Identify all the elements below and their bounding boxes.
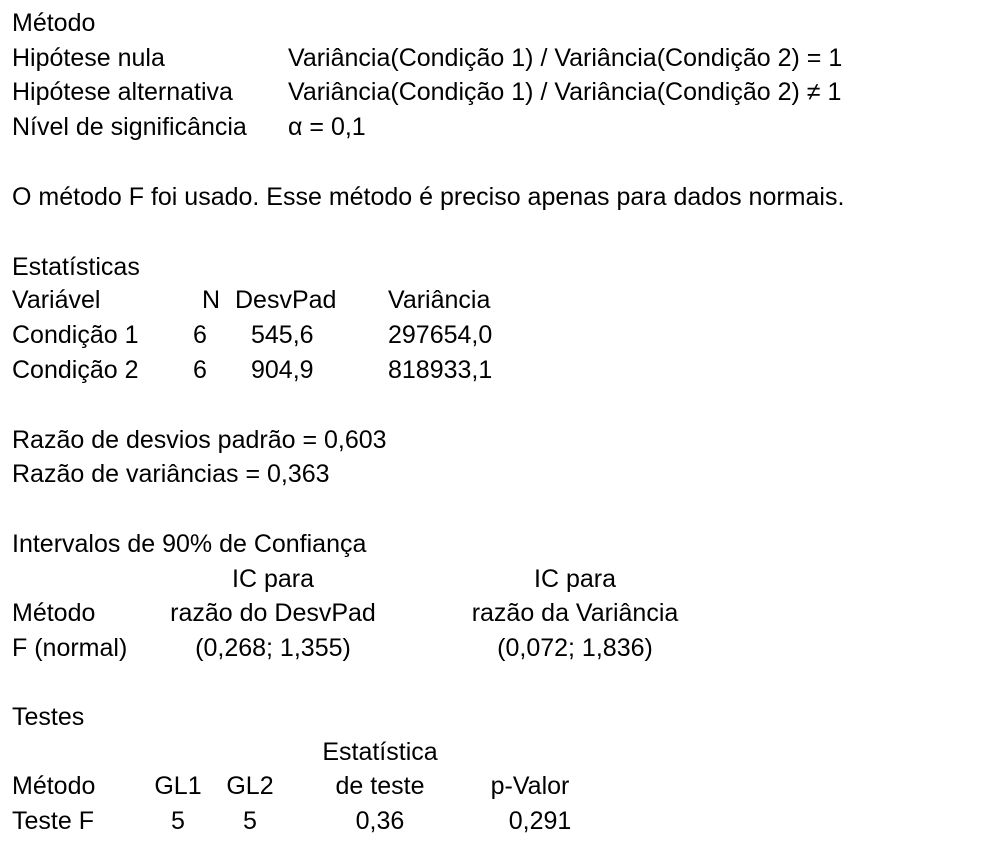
statistics-title: Estatísticas xyxy=(12,253,140,281)
stat-cell-n: 6 xyxy=(193,321,207,349)
ci-cell-sd: (0,268; 1,355) xyxy=(195,634,351,662)
test-cell-stat: 0,36 xyxy=(355,807,405,835)
stat-header-stdev: DesvPad xyxy=(235,286,337,314)
significance-value: α = 0,1 xyxy=(288,113,366,141)
stat-header-variable: Variável xyxy=(12,286,101,314)
test-cell-pvalue: 0,291 xyxy=(508,807,572,835)
test-header-pvalue: p-Valor xyxy=(490,772,570,800)
ci-cell-var: (0,072; 1,836) xyxy=(497,634,653,662)
stat-cell-variance: 297654,0 xyxy=(388,321,493,349)
sd-ratio: Razão de desvios padrão = 0,603 xyxy=(12,426,387,454)
test-cell-gl1: 5 xyxy=(171,807,185,835)
test-stat-header-line1: Estatística xyxy=(322,738,438,766)
ci-cell-method: F (normal) xyxy=(12,634,128,662)
null-hypothesis-label: Hipótese nula xyxy=(12,44,165,72)
stat-cell-stdev: 904,9 xyxy=(251,356,314,384)
ci-sd-header-line2: razão do DesvPad xyxy=(170,599,376,627)
stat-cell-stdev: 545,6 xyxy=(251,321,314,349)
alt-hypothesis-label: Hipótese alternativa xyxy=(12,78,233,106)
significance-label: Nível de significância xyxy=(12,113,247,141)
test-header-method: Método xyxy=(12,772,96,800)
stat-cell-variable: Condição 2 xyxy=(12,356,139,384)
ci-var-header-line2: razão da Variância xyxy=(471,599,679,627)
stat-cell-n: 6 xyxy=(193,356,207,384)
test-header-gl2: GL2 xyxy=(226,772,274,800)
test-cell-gl2: 5 xyxy=(243,807,257,835)
stat-header-n: N xyxy=(201,286,220,314)
test-header-stat: de teste xyxy=(335,772,425,800)
tests-title: Testes xyxy=(12,703,85,731)
alt-hypothesis-value: Variância(Condição 1) / Variância(Condição 2) ≠ 1 xyxy=(288,78,842,106)
stat-cell-variable: Condição 1 xyxy=(12,321,139,349)
stat-cell-variance: 818933,1 xyxy=(388,356,493,384)
test-cell-method: Teste F xyxy=(12,807,94,835)
null-hypothesis-value: Variância(Condição 1) / Variância(Condição 2) = 1 xyxy=(288,44,843,72)
confidence-title: Intervalos de 90% de Confiança xyxy=(12,530,367,558)
method-title: Método xyxy=(12,9,96,37)
test-header-gl1: GL1 xyxy=(154,772,202,800)
ci-method-header: Método xyxy=(12,599,96,627)
stat-header-variance: Variância xyxy=(388,286,491,314)
variance-ratio: Razão de variâncias = 0,363 xyxy=(12,460,330,488)
method-note: O método F foi usado. Esse método é preciso apenas para dados normais. xyxy=(12,183,845,211)
ci-var-header-line1: IC para xyxy=(534,565,616,593)
ci-sd-header-line1: IC para xyxy=(232,565,314,593)
